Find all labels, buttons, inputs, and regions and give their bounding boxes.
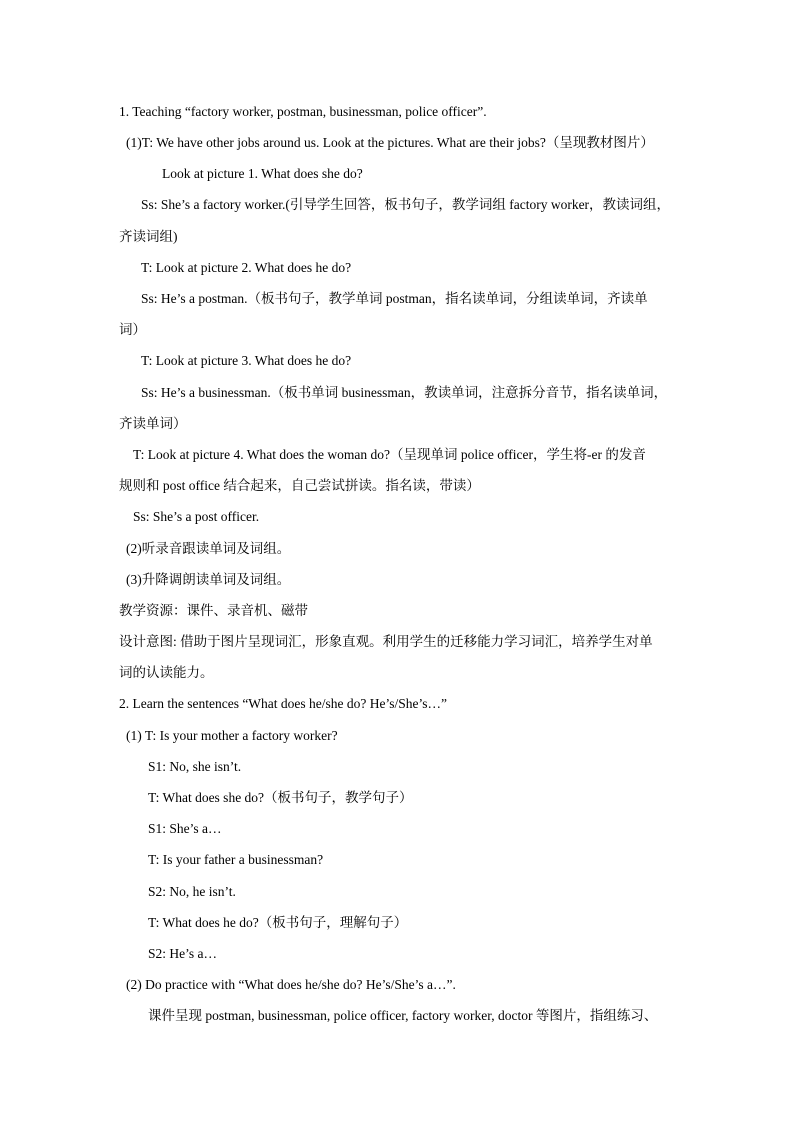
text-line: 词的认读能力。 <box>119 665 214 680</box>
text-line: S1: She’s a… <box>148 821 222 836</box>
text-line: Ss: He’s a postman.（板书句子，教学单词 postman，指名读单词，分组读单词，齐读单 <box>141 291 648 306</box>
text-line: (1) T: Is your mother a factory worker? <box>126 728 338 743</box>
text-line: Ss: She’s a post officer. <box>133 509 260 524</box>
text-line: Ss: He’s a businessman.（板书单词 businessman，教读单词，注意拆分音节，指名读单词， <box>141 385 668 400</box>
text-line: 2. Learn the sentences “What does he/she do? He’s/She’s…” <box>119 696 448 711</box>
text-line: S2: No, he isn’t. <box>148 884 236 899</box>
text-line: S1: No, she isn’t. <box>148 759 242 774</box>
text-line: S2: He’s a… <box>148 946 217 961</box>
text-line: (1)T: We have other jobs around us. Look at the pictures. What are their jobs?（呈现教材图片） <box>126 135 654 150</box>
text-line: (3)升降调朗读单词及词组。 <box>126 572 291 587</box>
text-line: 规则和 post office 结合起来，自己尝试拼读。指名读，带读） <box>119 478 480 493</box>
text-line: 词） <box>119 322 146 337</box>
text-line: 齐读单词） <box>119 416 187 431</box>
text-line: T: Look at picture 3. What does he do? <box>141 353 352 368</box>
text-line: 教学资源：课件、录音机、磁带 <box>119 603 308 618</box>
text-line: Look at picture 1. What does she do? <box>162 166 363 181</box>
text-line: T: Look at picture 4. What does the woman do?（呈现单词 police officer，学生将-er 的发音 <box>133 447 646 462</box>
text-line: (2) Do practice with “What does he/she do? He’s/She’s a…”. <box>126 977 456 992</box>
text-line: T: What does she do?（板书句子，教学句子） <box>148 790 413 805</box>
text-line: T: What does he do?（板书句子，理解句子） <box>148 915 408 930</box>
text-line: T: Is your father a businessman? <box>148 852 324 867</box>
text-line: 1. Teaching “factory worker, postman, businessman, police officer”. <box>119 104 487 119</box>
text-line: Ss: She’s a factory worker.(引导学生回答，板书句子，教学词组 factory worker，教读词组， <box>141 197 671 212</box>
text-line: 课件呈现 postman, businessman, police officer, factory worker, doctor 等图片，指组练习、 <box>148 1008 658 1023</box>
text-line: 齐读词组) <box>119 229 178 244</box>
text-line: 设计意图: 借助于图片呈现词汇，形象直观。利用学生的迁移能力学习词汇，培养学生对单 <box>119 634 653 649</box>
text-line: (2)听录音跟读单词及词组。 <box>126 541 291 556</box>
text-line: T: Look at picture 2. What does he do? <box>141 260 352 275</box>
